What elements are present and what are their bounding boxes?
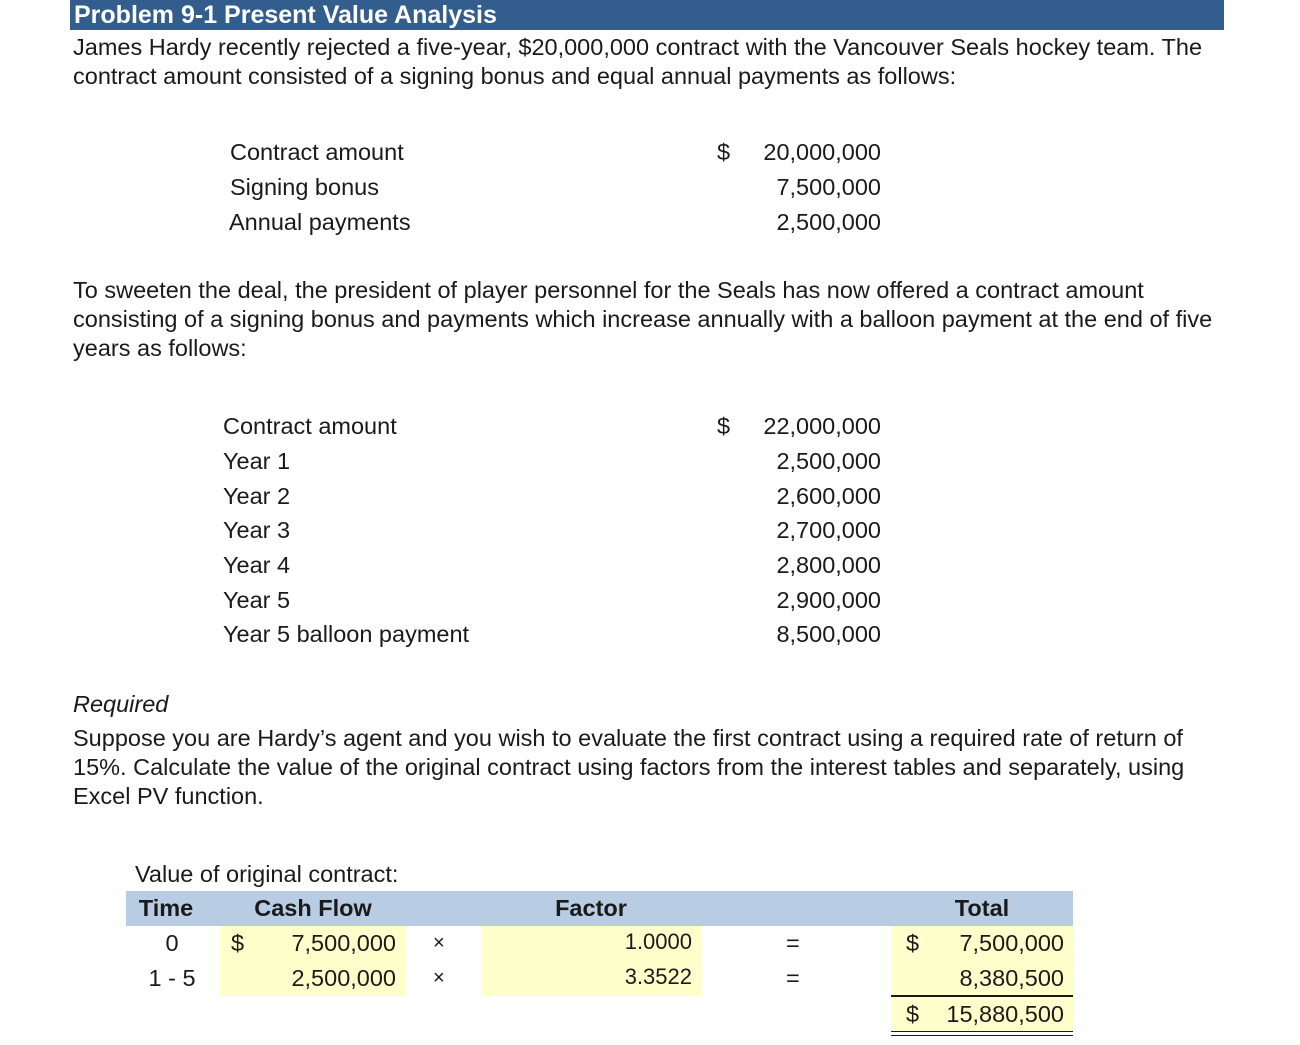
c1-label-contract-amount: Contract amount — [230, 139, 404, 165]
c2-label-year-5: Year 5 — [223, 587, 291, 613]
c1-value-annual-payments: 2,500,000 — [776, 209, 881, 235]
c2-label-contract-amount: Contract amount — [223, 413, 397, 439]
c1-label-annual-payments: Annual payments — [229, 209, 411, 235]
row-1-times-sign: × — [433, 967, 445, 989]
c2-value-year-4: 2,800,000 — [776, 552, 881, 578]
c2-value-balloon-payment: 8,500,000 — [776, 621, 881, 647]
row-0-total-dollar: $ — [906, 930, 920, 956]
row-1-cash-flow[interactable]: 2,500,000 — [291, 965, 396, 991]
c2-label-year-2: Year 2 — [223, 483, 291, 509]
grand-total-dollar: $ — [906, 1001, 920, 1027]
row-0-cash-flow-dollar: $ — [231, 930, 245, 956]
required-heading: Required — [73, 691, 169, 717]
c2-value-year-2: 2,600,000 — [776, 483, 881, 509]
row-0-time: 0 — [165, 930, 179, 956]
c2-value-year-5: 2,900,000 — [776, 587, 881, 613]
c1-label-signing-bonus: Signing bonus — [230, 174, 379, 200]
row-0-equals-sign: = — [786, 930, 800, 956]
row-1-time: 1 - 5 — [148, 965, 196, 991]
intro-paragraph: James Hardy recently rejected a five-year, $20,000,000 contract with the Vancouver Seals hockey team. The contract amount consisted of a signing bonus and equal annual payments as follows: — [73, 34, 1203, 89]
c2-value-year-1: 2,500,000 — [776, 448, 881, 474]
header-total: Total — [954, 895, 1010, 921]
row-1-total[interactable]: 8,380,500 — [959, 965, 1064, 991]
offer-paragraph: To sweeten the deal, the president of player personnel for the Seals has now offered a contract amount consisting of a signing bonus and payments which increase annually with a balloon payment at the end of five years as follows: — [73, 277, 1213, 361]
row-0-total[interactable]: 7,500,000 — [959, 930, 1064, 956]
grand-total[interactable]: 15,880,500 — [946, 1001, 1064, 1027]
c2-value-year-3: 2,700,000 — [776, 517, 881, 543]
c1-dollar-sign: $ — [717, 139, 731, 165]
row-0-times-sign: × — [433, 932, 445, 954]
required-text: Suppose you are Hardy’s agent and you wish to evaluate the first contract using a required rate of return of 15%. Calculate the value of the original contract using factors from the interest tables and separately, using Excel PV function. — [73, 725, 1185, 809]
problem-title: Problem 9-1 Present Value Analysis — [70, 0, 1224, 30]
row-1-equals-sign: = — [786, 965, 800, 991]
header-time: Time — [138, 895, 194, 921]
c2-label-year-1: Year 1 — [223, 448, 291, 474]
c1-value-contract-amount: 20,000,000 — [763, 139, 881, 165]
c2-label-balloon-payment: Year 5 balloon payment — [223, 621, 470, 647]
c2-label-year-4: Year 4 — [223, 552, 291, 578]
c1-value-signing-bonus: 7,500,000 — [776, 174, 881, 200]
c2-label-year-3: Year 3 — [223, 517, 291, 543]
row-0-cash-flow[interactable]: 7,500,000 — [291, 930, 396, 956]
row-1-factor[interactable]: 3.3522 — [624, 964, 692, 989]
c2-value-contract-amount: 22,000,000 — [763, 413, 881, 439]
header-cash-flow: Cash Flow — [254, 895, 372, 921]
header-factor: Factor — [555, 895, 627, 921]
valuation-caption: Value of original contract: — [135, 861, 399, 887]
grand-total-double-underline — [891, 1031, 1073, 1036]
c2-dollar-sign: $ — [717, 413, 731, 439]
row-0-factor[interactable]: 1.0000 — [624, 929, 692, 954]
